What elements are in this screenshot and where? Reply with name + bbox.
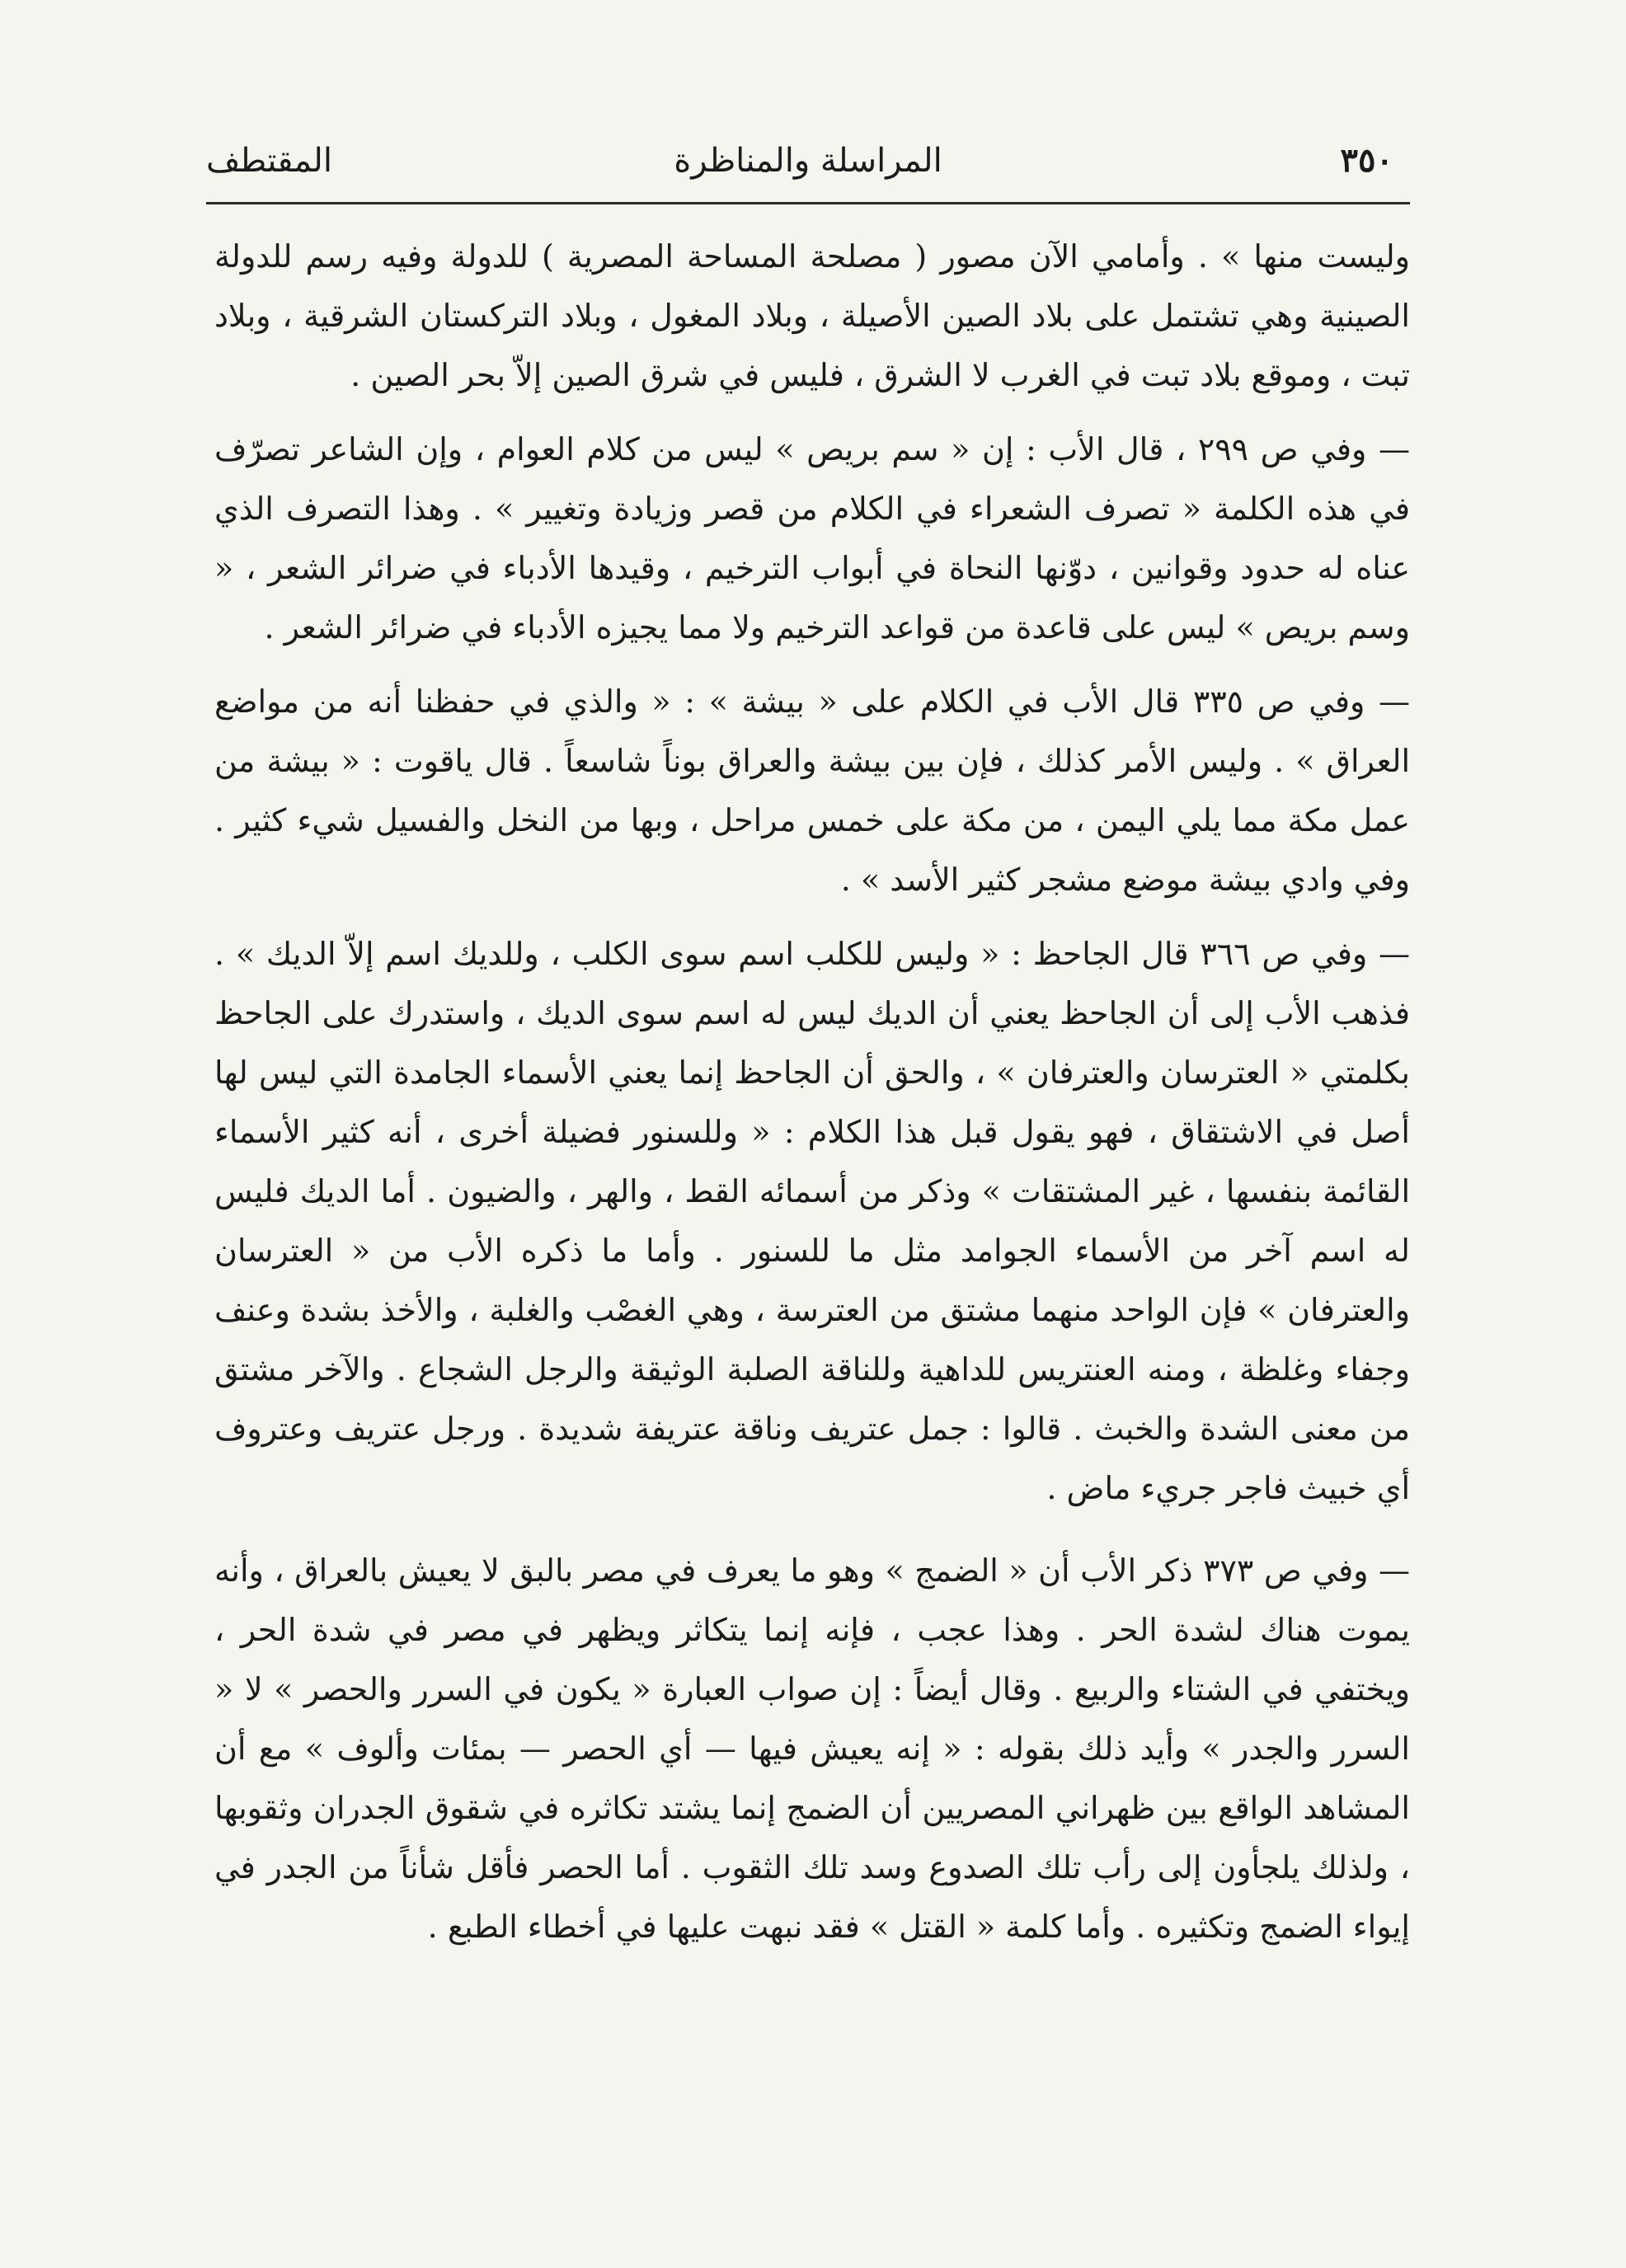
- running-header: [206, 136, 1410, 194]
- paragraph-bedbug: — وفي ص ٣٧٣ ذكر الأب أن « الضمج » وهو ما يعرف في مصر بالبق لا يعيش بالعراق ، وأنه يموت هناك لشدة الحر . وهذا عجب ، فإنه إنما يتكاثر ويظهر في مصر في شدة الحر ، ويختفي في الشتاء والربيع . وقال أيضاً : إن صواب العبارة « يكون في السرر والحصر » لا « السرر والجدر » وأيد ذلك بقوله : « إنه يعيش فيها — أي الحصر — بمئات وألوف » مع أن المشاهد الواقع بين ظهراني المصريين أن الضمج إنما يشتد تكاثره في شقوق الجدران وثقوبها ، ولذلك يلجأون إلى رأب تلك الصدوع وسد تلك الثقوب . أما الحصر فأقل شأناً من الجدر في إيواء الضمج وتكثيره . وأما كلمة « القتل » فقد نبهت عليها في أخطاء الطبع .: [214, 1552, 1410, 1945]
- section-title: المراسلة والمناظرة: [674, 142, 942, 180]
- paragraph-sam-abras: — وفي ص ٢٩٩ ، قال الأب : إن « سم بريص » ليس من كلام العوام ، وإن الشاعر تصرّف في هذه الكلمة « تصرف الشعراء في الكلام من قصر وزيادة وتغيير » . وهذا التصرف الذي عناه له حدود وقوانين ، دوّنها النحاة في أبواب الترخيم ، وقيدها الأدباء في ضرائر الشعر ، « وسم بريص » ليس على قاعدة من قواعد الترخيم ولا مما يجيزه الأدباء في ضرائر الشعر .: [214, 431, 1410, 646]
- journal-name: المقتطف: [206, 142, 332, 180]
- paragraph-bisha: — وفي ص ٣٣٥ قال الأب في الكلام على « بيشة » : « والذي في حفظنا أنه من مواضع العراق » . وليس الأمر كذلك ، فإن بين بيشة والعراق بوناً شاسعاً . قال ياقوت : « بيشة من عمل مكة مما يلي اليمن ، من مكة على خمس مراحل ، وبها من النخل والفسيل شيء كثير . وفي وادي بيشة موضع مشجر كثير الأسد » .: [214, 683, 1411, 898]
- page-number: ٣٥٠: [1340, 141, 1393, 180]
- article-body: [214, 227, 1410, 1971]
- header-rule: [206, 202, 1410, 204]
- paragraph-jahiz-rooster: — وفي ص ٣٦٦ قال الجاحظ : « وليس للكلب اسم سوى الكلب ، وللديك اسم إلاّ الديك » . فذهب الأب إلى أن الجاحظ يعني أن الديك ليس له اسم سوى الديك ، واستدرك على الجاحظ بكلمتي « العترسان والعترفان » ، والحق أن الجاحظ إنما يعني الأسماء الجامدة التي ليس لها أصل في الاشتقاق ، فهو يقول قبل هذا الكلام : « وللسنور فضيلة أخرى ، أنه كثير الأسماء القائمة بنفسها ، غير المشتقات » وذكر من أسمائه القط ، والهر ، والضيون . أما الديك فليس له اسم آخر من الأسماء الجوامد مثل ما للسنور . وأما ما ذكره الأب من « العترسان والعترفان » فإن الواحد منهما مشتق من العترسة ، وهي الغصْب والغلبة ، والأخذ بشدة وعنف وجفاء وغلظة ، ومنه العنتريس للداهية وللناقة الصلبة الوثيقة والرجل الشجاع . والآخر مشتق من معنى الشدة والخبث . قالوا : جمل عتريف وناقة عتريفة شديدة . ورجل عتريف وعتروف أي خبيث فاجر جريء ماض .: [214, 936, 1411, 1506]
- paragraph-china-map: وليست منها » . وأمامي الآن مصور ( مصلحة المساحة المصرية ) للدولة وفيه رسم للدولة الصينية وهي تشتمل على بلاد الصين الأصيلة ، وبلاد المغول ، وبلاد التركستان الشرقية ، وبلاد تبت ، وموقع بلاد تبت في الغرب لا الشرق ، فليس في شرق الصين إلاّ بحر الصين .: [214, 238, 1410, 393]
